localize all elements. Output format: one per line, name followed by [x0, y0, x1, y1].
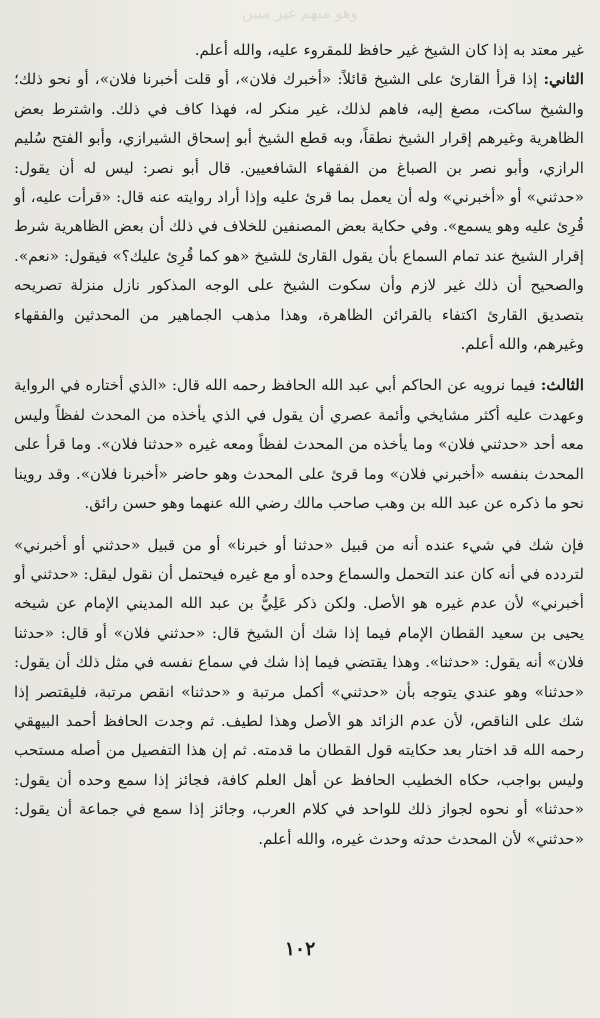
page-number: ١٠٢: [284, 938, 316, 960]
bleed-through-text: وهو مبهم غير مبين: [242, 4, 358, 22]
paragraph-intro: [14, 36, 584, 65]
paragraph-doubt: [14, 531, 584, 854]
paragraph-lead: الثالث:: [540, 376, 585, 395]
paragraph-third: [14, 371, 584, 518]
paragraph-lead: الثاني:: [543, 70, 584, 89]
paragraph-text: غير معتد به إذا كان الشيخ غير حافظ للمقروء عليه، والله أعلم.: [194, 41, 584, 59]
paragraph-second: [14, 65, 584, 359]
paragraph-text: إذا قرأ القارئ على الشيخ قائلاً: «أخبرك فلان»، أو قلت أخبرنا فلان»، أو نحو ذلك؛ والشيخ ساكت، مصغ إليه، فاهم لذلك، غير منكر له، فهذا كاف في ذلك. واشترط بعض الظاهرية وغيرهم إقرار الشيخ نطقاً، وبه قطع الشيخ أبو إسحاق الشيرازي، وأبو الفتح سُليم الرازي، وأبو نصر بن الصباغ من الفقهاء الشافعيين. قال أبو نصر: ليس له أن يقول: «حدثني» أو «أخبرني» وله أن يعمل بما قرئ عليه وإذا أراد روايته عنه قال: «قرأت عليه، أو قُرِئ عليه وهو يسمع». وفي حكاية بعض المصنفين للخلاف في ذلك أن بعض الظاهرية شرط إقرار الشيخ عند تمام السماع بأن يقول القارئ للشيخ «هو كما قُرِئ عليك؟» فيقول: «نعم». والصحيح أن ذلك غير لازم وأن سكوت الشيخ على الوجه المذكور نازل منزلة تصريحه بتصديق القارئ اكتفاء بالقرائن الظاهرة، وهذا مذهب الجماهير من المحدثين والفقهاء وغيرهم، والله أعلم.: [14, 70, 584, 354]
paragraph-text: فيما نرويه عن الحاكم أبي عبد الله الحافظ رحمه الله قال: «الذي أختاره في الرواية وعهدت عليه أكثر مشايخي وأئمة عصري أن يقول في الذي يأخذه من المحدث لفظاً وليس معه أحد «حدثني فلان» وما يأخذه من المحدث لفظاً ومعه غيره «حدثنا فلان». وما قرأ على المحدث بنفسه «أخبرني فلان» وما قرئ على المحدث وهو حاضر «أخبرنا فلان». وقد روينا نحو ما ذكره عن عبد الله بن وهب صاحب مالك رضي الله عنهما وهو حسن رائق.: [14, 376, 584, 513]
paragraph-text: فإن شك في شيء عنده أنه من قبيل «حدثنا أو خبرنا» أو من قبيل «حدثني أو أخبرني» لتردده في أنه كان عند التحمل والسماع وحده أو مع غيره فيحتمل أن نقول ليقل: «حدثني أو أخبرني» لأن عدم غيره هو الأصل. ولكن ذكر عَلِيُّ بن عبد الله المديني الإمام عن شيخه يحيى بن سعيد القطان الإمام فيما إذا شك أن الشيخ قال: «حدثني فلان» أو قال: «حدثنا فلان» أنه يقول: «حدثنا». وهذا يقتضي فيما إذا شك في سماع نفسه في مثل ذلك أن يقول: «حدثنا» وهو عندي يتوجه بأن «حدثني» أكمل مرتبة و «حدثنا» انقص مرتبة، فليقتصر إذا شك على الناقص، لأن عدم الزائد هو الأصل وهذا لطيف. ثم وجدت الحافظ أحمد البيهقي رحمه الله قد اختار بعد حكايته قول القطان ما قدمته. ثم إن هذا التفصيل من أصله مستحب وليس بواجب، حكاه الخطيب الحافظ عن أهل العلم كافة، فجائز إذا سمع وحده أن يقول: «حدثنا» أو نحوه لجواز ذلك للواحد في كلام العرب، وجائز إذا سمع في جماعة أن يقول: «حدثني» لأن المحدث حدثه وحدث غيره، والله أعلم.: [14, 535, 584, 848]
